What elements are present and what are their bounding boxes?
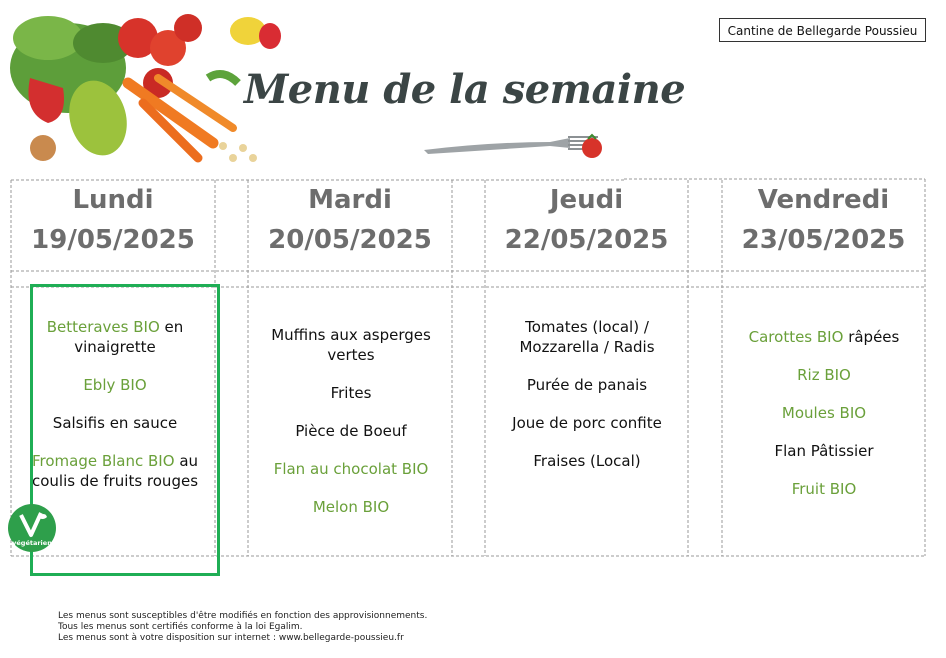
menu-text: Muffins aux asperges vertes [271, 326, 431, 364]
bio-label: Fromage Blanc BIO [31, 452, 175, 470]
bio-label: Riz BIO [797, 366, 851, 384]
menu-text: Pièce de Boeuf [295, 422, 407, 440]
school-name-box: Cantine de Bellegarde Poussieu [719, 18, 926, 42]
footer-line: Les menus sont à votre disposition sur internet : www.bellegarde-poussieu.fr [58, 633, 404, 643]
page-title: Menu de la semaine [244, 66, 686, 113]
menu-text: Frites [330, 384, 372, 402]
menu-item [258, 383, 444, 403]
menu-item [488, 451, 686, 471]
day-name: Jeudi [549, 185, 624, 215]
vegetarian-badge-label: végétarien [12, 539, 52, 547]
day-name: Vendredi [757, 185, 890, 215]
vegetarian-day-highlight [30, 284, 220, 576]
menu-text: Flan Pâtissier [774, 442, 874, 460]
menu-item [730, 441, 918, 461]
menu-item [488, 317, 686, 357]
menu-text: Fraises (Local) [533, 452, 641, 470]
footer-line: Les menus sont susceptibles d'être modifiés en fonction des approvisionnements. [58, 611, 428, 621]
menu-item [258, 459, 444, 479]
menu-column-vendredi [730, 327, 918, 517]
menu-text: au coulis de fruits rouges [31, 452, 199, 490]
menu-item [258, 421, 444, 441]
footer-notes [58, 611, 427, 644]
bio-label: Carottes BIO [748, 328, 844, 346]
menu-text: Tomates (local) / Mozzarella / Radis [519, 318, 655, 356]
day-date: 22/05/2025 [504, 225, 669, 255]
menu-item [258, 325, 444, 365]
menu-item [730, 403, 918, 423]
bio-label: Moules BIO [781, 404, 867, 422]
day-date: 23/05/2025 [741, 225, 906, 255]
menu-item [258, 497, 444, 517]
bio-label: Fruit BIO [791, 480, 857, 498]
menu-text: en vinaigrette [74, 318, 184, 356]
bio-label: Betteraves BIO [46, 318, 160, 336]
menu-column-mardi [258, 325, 444, 535]
menu-text: râpées [843, 328, 900, 346]
day-header-lundi [11, 180, 215, 260]
menu-text: Salsifis en sauce [52, 414, 178, 432]
day-header-mardi [248, 180, 452, 260]
vegetarian-badge [7, 503, 57, 553]
menu-item [730, 327, 918, 347]
day-date: 19/05/2025 [31, 225, 195, 255]
day-name: Lundi [72, 185, 154, 215]
day-name: Mardi [308, 185, 392, 215]
day-header-vendredi [722, 180, 925, 260]
footer-line: Tous les menus sont certifiés conforme à la loi Egalim. [58, 622, 303, 632]
bio-label: Ebly BIO [83, 376, 147, 394]
bio-label: Flan au chocolat BIO [273, 460, 429, 478]
menu-text: Joue de porc confite [512, 414, 662, 432]
bio-label: Melon BIO [312, 498, 390, 516]
menu-item [730, 479, 918, 499]
day-header-jeudi [485, 180, 688, 260]
menu-column-jeudi [488, 317, 686, 489]
menu-item [730, 365, 918, 385]
day-date: 20/05/2025 [268, 225, 432, 255]
menu-item [488, 375, 686, 395]
menu-text: Purée de panais [526, 376, 648, 394]
menu-item [488, 413, 686, 433]
